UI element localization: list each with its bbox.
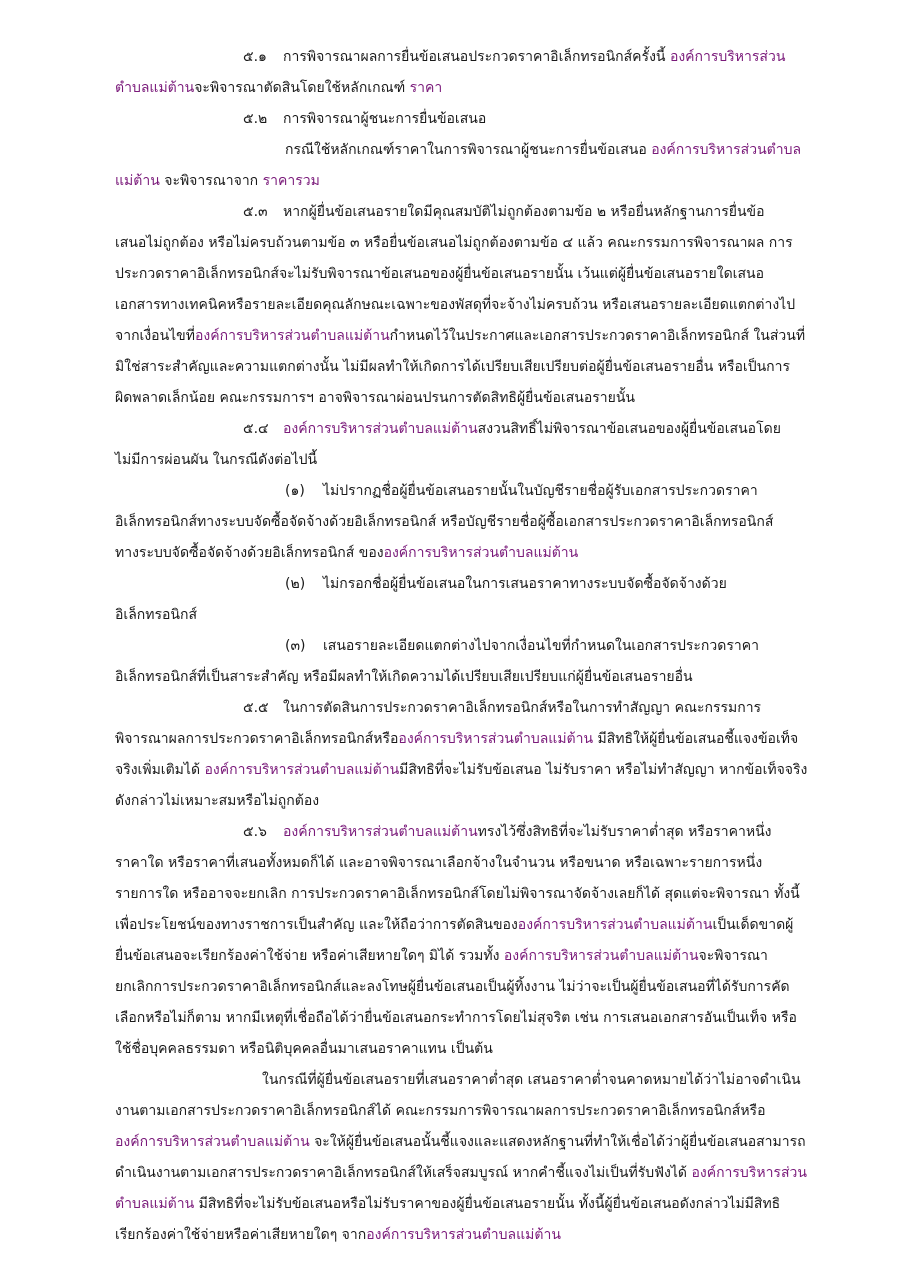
- org-name: องค์การบริหารส่วนตำบลแม่ต้าน: [204, 762, 400, 778]
- clause-5-4-line-2: ไม่มีการผ่อนผัน ในกรณีดังต่อไปนี้: [115, 452, 318, 468]
- paragraph-low-price-line-3: องค์การบริหารส่วนตำบลแม่ต้าน จะให้ผู้ยื่นข้อเสนอนั้นชี้แจงและแสดงหลักฐานที่ทำให้เชื่อได้ว่าผู้ยื่นข้อเสนอสามารถ: [115, 1134, 806, 1150]
- clause-5-3-line-6: มิใช่สาระสำคัญและความแตกต่างนั้น ไม่มีผลทำให้เกิดการได้เปรียบเสียเปรียบต่อผู้ยื่นข้อเสนอรายอื่น หรือเป็นการ: [115, 359, 791, 375]
- org-name: องค์การบริหารส่วนตำบลแม่ต้าน: [517, 917, 713, 933]
- clause-5-3-line-2: เสนอไม่ถูกต้อง หรือไม่ครบถ้วนตามข้อ ๓ หรือยื่นข้อเสนอไม่ถูกต้องตามข้อ ๔ แล้ว คณะกรรมการพิจารณาผล การ: [115, 235, 793, 251]
- total-price-criteria: ราคารวม: [262, 173, 320, 189]
- clause-number: ๕.๖: [243, 824, 267, 840]
- item-number: (๒): [285, 576, 306, 592]
- clause-5-1-line-2: ตำบลแม่ต้านจะพิจารณาตัดสินโดยใช้หลักเกณฑ์ ราคา: [115, 80, 443, 96]
- clause-5-5-line-4: ดังกล่าวไม่เหมาะสมหรือไม่ถูกต้อง: [115, 793, 320, 809]
- clause-5-5-line-3: จริงเพิ่มเติมได้ องค์การบริหารส่วนตำบลแม่ต้านมีสิทธิที่จะไม่รับข้อเสนอ ไม่รับราคา หรือไม่ทำสัญญา หากข้อเท็จจริง: [115, 762, 808, 778]
- clause-5-3-line-7: ผิดพลาดเล็กน้อย คณะกรรมการฯ อาจพิจารณาผ่อนปรนการตัดสิทธิผู้ยื่นข้อเสนอรายนั้น: [115, 390, 635, 406]
- clause-5-6-line-1: ๕.๖ องค์การบริหารส่วนตำบลแม่ต้านทรงไว้ซึ่งสิทธิที่จะไม่รับราคาต่ำสุด หรือราคาหนึ่ง: [243, 824, 772, 840]
- org-name: องค์การบริหารส่วนตำบล: [651, 142, 802, 158]
- clause-5-5-line-2: พิจารณาผลการประกวดราคาอิเล็กทรอนิกส์หรือองค์การบริหารส่วนตำบลแม่ต้าน มีสิทธิให้ผู้ยื่นข้อเสนอชี้แจงข้อเท็จ: [115, 731, 799, 747]
- org-name: องค์การบริหารส่วนตำบลแม่ต้าน: [115, 1134, 310, 1150]
- clause-5-6-line-5: ยื่นข้อเสนอจะเรียกร้องค่าใช้จ่าย หรือค่าเสียหายใดๆ มิได้ รวมทั้ง องค์การบริหารส่วนตำบลแม่ต้านจะพิจารณา: [115, 948, 768, 964]
- org-name: องค์การบริหารส่วนตำบลแม่ต้าน: [283, 824, 478, 840]
- clause-5-4-item-1-line-1: (๑) ไม่ปรากฏชื่อผู้ยื่นข้อเสนอรายนั้นในบัญชีรายชื่อผู้รับเอกสารประกวดราคา: [285, 483, 758, 499]
- clause-5-5-line-1: ๕.๕ ในการตัดสินการประกวดราคาอิเล็กทรอนิกส์หรือในการทำสัญญา คณะกรรมการ: [243, 700, 762, 716]
- org-name: องค์การบริหารส่วนตำบลแม่ต้าน: [398, 731, 594, 747]
- clause-5-3-line-5: จากเงื่อนไขที่องค์การบริหารส่วนตำบลแม่ต้านกำหนดไว้ในประกาศและเอกสารประกวดราคาอิเล็กทรอนิกส์ ในส่วนที่: [115, 328, 806, 344]
- clause-5-3-line-3: ประกวดราคาอิเล็กทรอนิกส์จะไม่รับพิจารณาข้อเสนอของผู้ยื่นข้อเสนอรายนั้น เว้นแต่ผู้ยื่นข้อเสนอรายใดเสนอ: [115, 266, 764, 282]
- paragraph-low-price-line-4: ดำเนินงานตามเอกสารประกวดราคาอิเล็กทรอนิกส์ให้เสร็จสมบูรณ์ หากคำชี้แจงไม่เป็นที่รับฟังได้ องค์การบริหารส่วน: [115, 1165, 807, 1181]
- org-name: องค์การบริหารส่วนตำบลแม่ต้าน: [366, 1227, 561, 1243]
- clause-number: ๕.๓: [243, 204, 268, 220]
- clause-5-4-item-3-line-2: อิเล็กทรอนิกส์ที่เป็นสาระสำคัญ หรือมีผลทำให้เกิดความได้เปรียบเสียเปรียบแก่ผู้ยื่นข้อเสนอรายอื่น: [115, 669, 693, 685]
- org-name: องค์การบริหารส่วนตำบลแม่ต้าน: [383, 545, 579, 561]
- clause-5-1-line-1: ๕.๑ การพิจารณาผลการยื่นข้อเสนอประกวดราคาอิเล็กทรอนิกส์ครั้งนี้ องค์การบริหารส่วน: [243, 49, 786, 65]
- clause-5-6-line-2: ราคาใด หรือราคาที่เสนอทั้งหมดก็ได้ และอาจพิจารณาเลือกจ้างในจำนวน หรือขนาด หรือเฉพาะรายการหนึ่ง: [115, 855, 763, 871]
- clause-5-3-line-1: ๕.๓ หากผู้ยื่นข้อเสนอรายใดมีคุณสมบัติไม่ถูกต้องตามข้อ ๒ หรือยื่นหลักฐานการยื่นข้อ: [243, 204, 765, 220]
- clause-5-4-item-2-line-2: อิเล็กทรอนิกส์: [115, 607, 197, 623]
- clause-5-6-line-4: เพื่อประโยชน์ของทางราชการเป็นสำคัญ และให้ถือว่าการตัดสินขององค์การบริหารส่วนตำบลแม่ต้านเป็นเด็ดขาดผู้: [115, 917, 794, 933]
- paragraph-low-price-line-1: ในกรณีที่ผู้ยื่นข้อเสนอรายที่เสนอราคาต่ำสุด เสนอราคาต่ำจนคาดหมายได้ว่าไม่อาจดำเนิน: [262, 1072, 801, 1088]
- org-name: แม่ต้าน: [115, 173, 160, 189]
- clause-5-6-line-7: เลือกหรือไม่ก็ตาม หากมีเหตุที่เชื่อถือได้ว่ายื่นข้อเสนอกระทำการโดยไม่สุจริต เช่น การเสนอเอกสารอันเป็นเท็จ หรือ: [115, 1010, 797, 1026]
- clause-5-4-item-1-line-3: ทางระบบจัดซื้อจัดจ้างด้วยอิเล็กทรอนิกส์ ขององค์การบริหารส่วนตำบลแม่ต้าน: [115, 545, 579, 561]
- org-name: ตำบลแม่ต้าน: [115, 1196, 195, 1212]
- criteria-value: ราคา: [409, 80, 443, 96]
- clause-5-2-title: ๕.๒ การพิจารณาผู้ชนะการยื่นข้อเสนอ: [243, 111, 487, 127]
- paragraph-low-price-line-6: เรียกร้องค่าใช้จ่ายหรือค่าเสียหายใดๆ จากองค์การบริหารส่วนตำบลแม่ต้าน: [115, 1227, 561, 1243]
- clause-5-6-line-8: ใช้ชื่อบุคคลธรรมดา หรือนิติบุคคลอื่นมาเสนอราคาแทน เป็นต้น: [115, 1041, 493, 1057]
- org-name: องค์การบริหารส่วนตำบลแม่ต้าน: [503, 948, 699, 964]
- clause-5-6-line-6: ยกเลิกการประกวดราคาอิเล็กทรอนิกส์และลงโทษผู้ยื่นข้อเสนอเป็นผู้ทิ้งงาน ไม่ว่าจะเป็นผู้ยื่นข้อเสนอที่ได้รับการคัด: [115, 979, 790, 995]
- paragraph-low-price-line-2: งานตามเอกสารประกวดราคาอิเล็กทรอนิกส์ได้ คณะกรรมการพิจารณาผลการประกวดราคาอิเล็กทรอนิกส์หรือ: [115, 1103, 766, 1119]
- org-name: ตำบลแม่ต้าน: [115, 80, 195, 96]
- paragraph-low-price-line-5: ตำบลแม่ต้าน มีสิทธิที่จะไม่รับข้อเสนอหรือไม่รับราคาของผู้ยื่นข้อเสนอรายนั้น ทั้งนี้ผู้ยื่นข้อเสนอดังกล่าวไม่มีสิทธิ: [115, 1196, 781, 1212]
- org-name: องค์การบริหารส่วนตำบลแม่ต้าน: [283, 421, 478, 437]
- clause-5-4-item-2-line-1: (๒) ไม่กรอกชื่อผู้ยื่นข้อเสนอในการเสนอราคาทางระบบจัดซื้อจัดจ้างด้วย: [285, 576, 727, 592]
- clause-5-6-line-3: รายการใด หรืออาจจะยกเลิก การประกวดราคาอิเล็กทรอนิกส์โดยไม่พิจารณาจัดจ้างเลยก็ได้ สุดแต่จะพิจารณา ทั้งนี้: [115, 886, 800, 902]
- clause-number: ๕.๕: [243, 700, 269, 716]
- item-number: (๓): [285, 638, 306, 654]
- clause-5-4-line-1: ๕.๔ องค์การบริหารส่วนตำบลแม่ต้านสงวนสิทธิ์ไม่พิจารณาข้อเสนอของผู้ยื่นข้อเสนอโดย: [243, 421, 781, 437]
- clause-5-2-line-2: แม่ต้าน จะพิจารณาจาก ราคารวม: [115, 173, 320, 189]
- org-name: องค์การบริหารส่วน: [669, 49, 786, 65]
- clause-number: ๕.๑: [243, 49, 267, 65]
- clause-5-4-item-1-line-2: อิเล็กทรอนิกส์ทางระบบจัดซื้อจัดจ้างด้วยอิเล็กทรอนิกส์ หรือบัญชีรายชื่อผู้ซื้อเอกสารประกวดราคาอิเล็กทรอนิกส์: [115, 514, 774, 530]
- org-name: องค์การบริหารส่วนตำบลแม่ต้าน: [194, 328, 390, 344]
- org-name: องค์การบริหารส่วน: [691, 1165, 807, 1181]
- item-number: (๑): [285, 483, 305, 499]
- clause-number: ๕.๔: [243, 421, 269, 437]
- clause-5-4-item-3-line-1: (๓) เสนอรายละเอียดแตกต่างไปจากเงื่อนไขที่กำหนดในเอกสารประกวดราคา: [285, 638, 759, 654]
- clause-5-3-line-4: เอกสารทางเทคนิคหรือรายละเอียดคุณลักษณะเฉพาะของพัสดุที่จะจ้างไม่ครบถ้วน หรือเสนอรายละเอียดแตกต่างไป: [115, 297, 796, 313]
- clause-number: ๕.๒: [243, 111, 268, 127]
- clause-5-2-line-1: กรณีใช้หลักเกณฑ์ราคาในการพิจารณาผู้ชนะการยื่นข้อเสนอ องค์การบริหารส่วนตำบล: [285, 142, 802, 158]
